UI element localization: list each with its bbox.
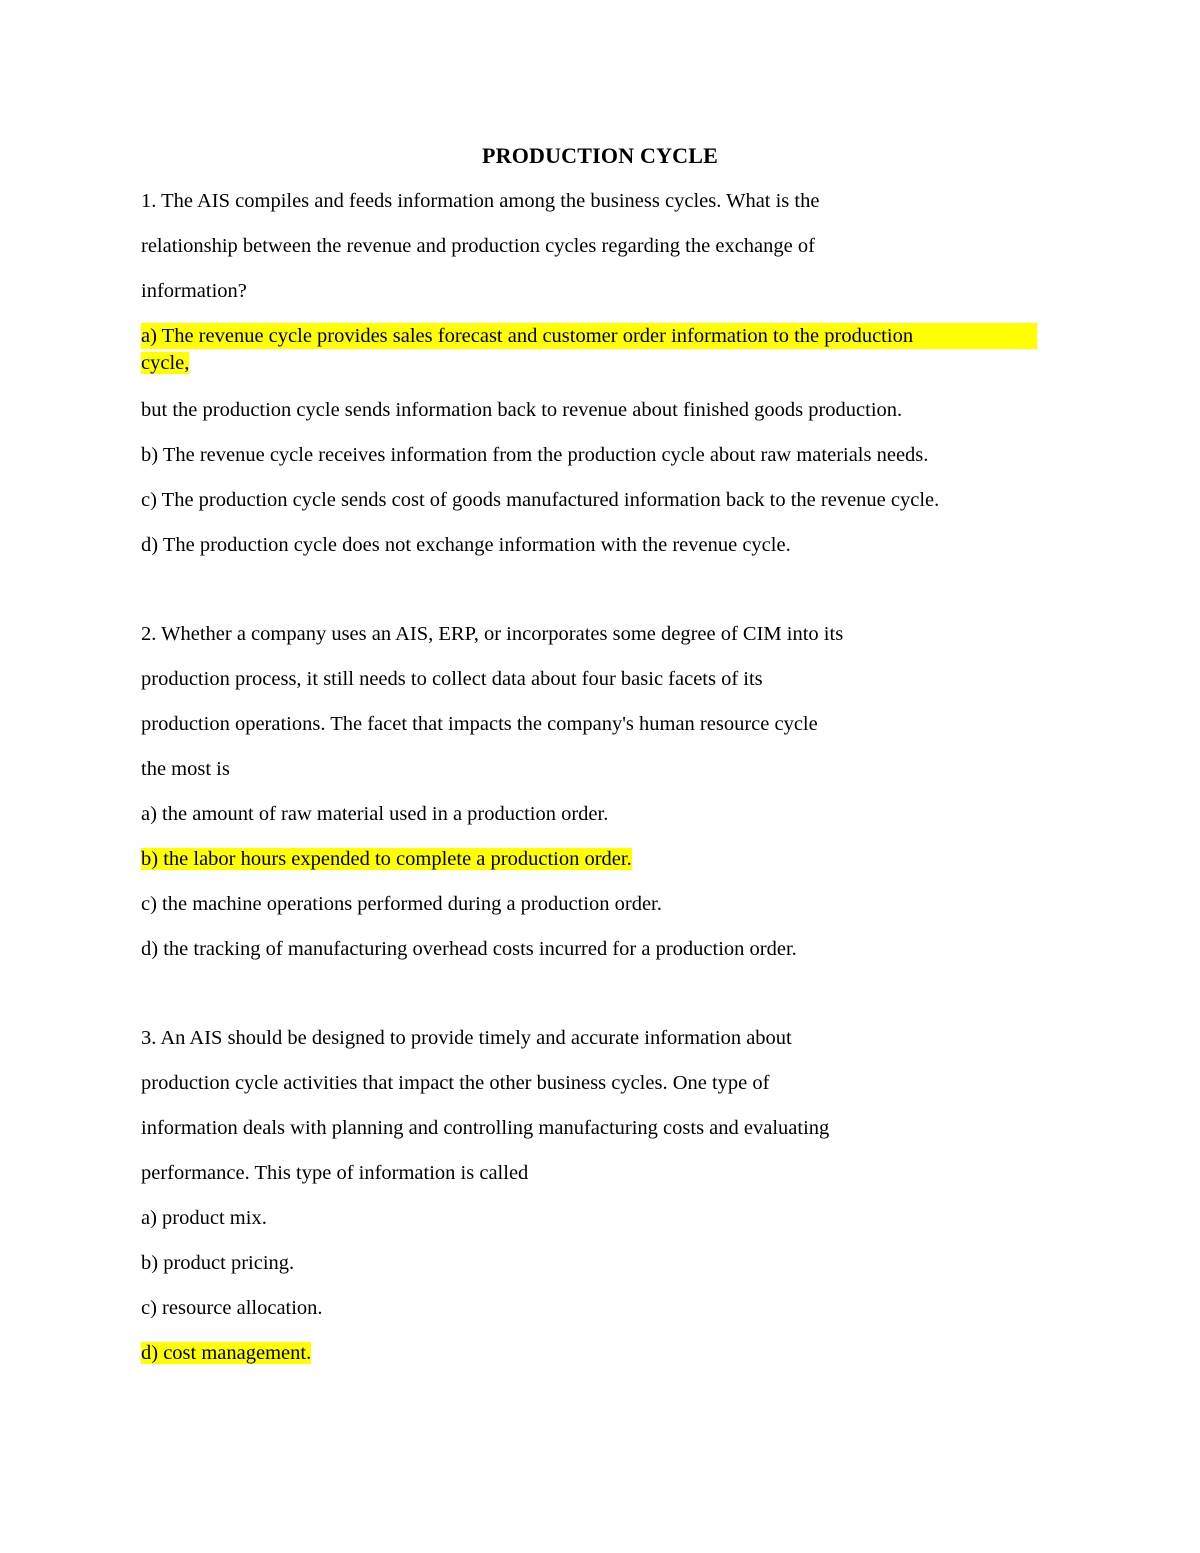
question-1-option-c: c) The production cycle sends cost of goods manufactured information back to the revenue cycle. [141,489,940,511]
question-3-option-a: a) product mix. [141,1207,267,1229]
question-3-stem-line-3: information deals with planning and controlling manufacturing costs and evaluating [141,1117,830,1139]
question-1-stem-line-2: relationship between the revenue and production cycles regarding the exchange of [141,235,815,257]
question-1-option-d: d) The production cycle does not exchange information with the revenue cycle. [141,534,791,556]
question-1-option-a-line-1: a) The revenue cycle provides sales forecast and customer order information to the production [141,325,914,347]
question-3-option-b: b) product pricing. [141,1252,295,1274]
question-3-stem-line-1: 3. An AIS should be designed to provide timely and accurate information about [141,1027,792,1049]
question-2-stem-line-2: production process, it still needs to collect data about four basic facets of its [141,668,763,690]
question-2-option-c: c) the machine operations performed during a production order. [141,893,662,915]
question-3-option-c: c) resource allocation. [141,1297,323,1319]
question-3-option-d: d) cost management. [141,1342,312,1364]
question-2-stem-line-3: production operations. The facet that impacts the company's human resource cycle [141,713,818,735]
question-2-option-d: d) the tracking of manufacturing overhead costs incurred for a production order. [141,938,797,960]
page-title: PRODUCTION CYCLE [481,143,719,168]
question-1-stem-line-1: 1. The AIS compiles and feeds information among the business cycles. What is the [141,190,820,212]
question-1-option-continuation: but the production cycle sends information back to revenue about finished goods production. [141,399,903,421]
question-1-option-a-line-2: cycle, [141,352,190,374]
question-1-stem-line-3: information? [141,280,247,302]
question-3-stem-line-2: production cycle activities that impact the other business cycles. One type of [141,1072,770,1094]
question-3-stem-line-4: performance. This type of information is called [141,1162,529,1184]
question-2-stem-line-1: 2. Whether a company uses an AIS, ERP, or incorporates some degree of CIM into its [141,623,844,645]
question-1-option-b: b) The revenue cycle receives information from the production cycle about raw materials needs. [141,444,929,466]
question-2-option-b: b) the labor hours expended to complete a production order. [141,848,632,870]
question-2-option-a: a) the amount of raw material used in a production order. [141,803,609,825]
question-2-stem-line-4: the most is [141,758,230,780]
